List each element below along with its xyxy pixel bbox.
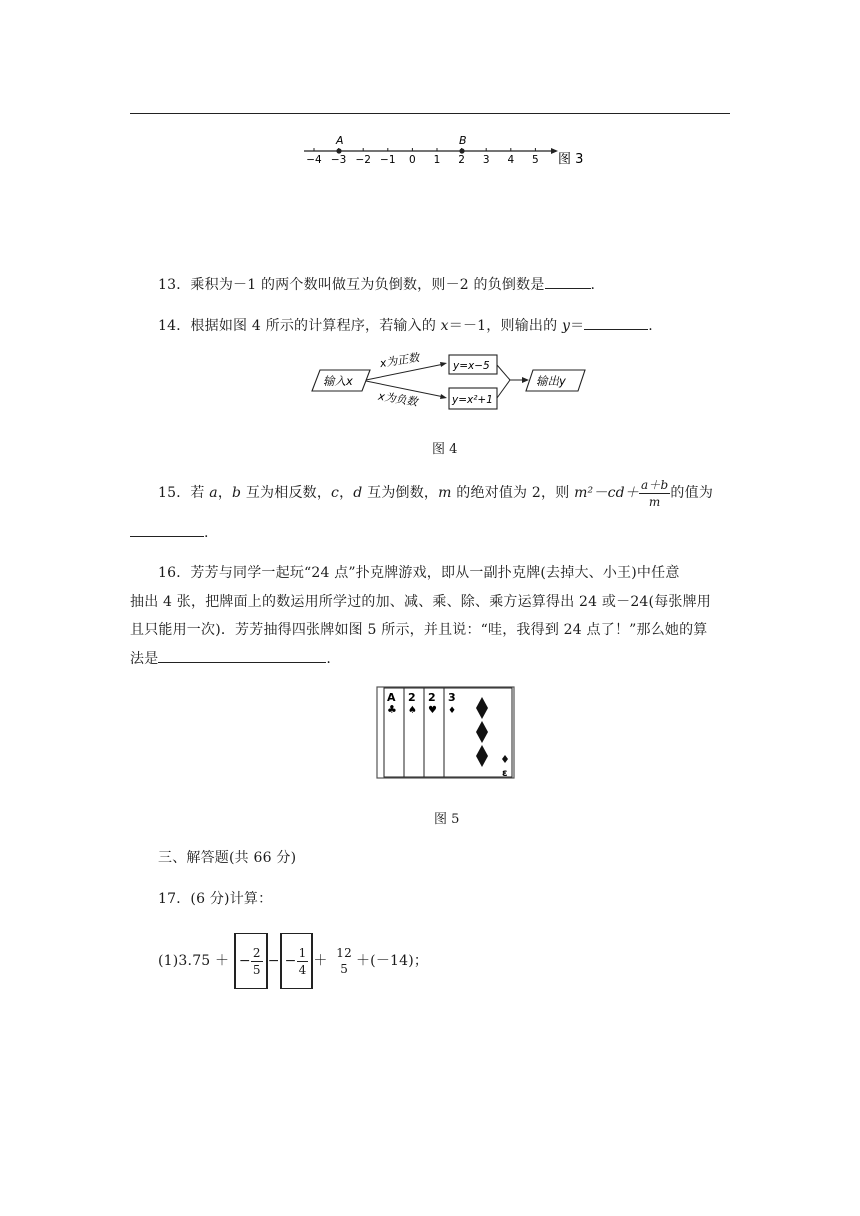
q15-fraction: [639, 477, 670, 510]
q14-text-b: ＝－1，则输出的: [448, 318, 562, 334]
q17-fraction-1: [251, 945, 263, 978]
q15-frac-num: a＋b: [640, 477, 669, 492]
top-rule: [130, 113, 730, 114]
q15-expr-m2: m²: [574, 485, 594, 501]
card-1-suit: ♣: [387, 703, 397, 716]
q16-end: .: [326, 651, 332, 667]
q15-text-a: 15．若: [158, 485, 210, 501]
question-17-label: 17．(6 分)计算：: [158, 891, 273, 907]
q15-answer-blank[interactable]: [130, 522, 204, 537]
q17-f2-sign: −: [284, 953, 297, 969]
q15-var-c: c: [331, 485, 340, 501]
point-b-dot: [459, 148, 464, 153]
q16-answer-blank[interactable]: [158, 648, 326, 663]
number-line-figure: [300, 130, 600, 172]
tick-label: −4: [306, 154, 322, 166]
q15-sep1: ，: [217, 485, 233, 501]
tick-label: 4: [507, 154, 515, 166]
point-a-label: A: [336, 134, 344, 147]
card-2-suit: ♠: [408, 705, 417, 716]
card-2-rank: 2: [408, 691, 416, 704]
q15-sep2: ，: [339, 485, 354, 501]
tick-label: 0: [409, 154, 416, 166]
tick-label: 5: [532, 154, 539, 166]
card-4-rank: 3: [448, 691, 456, 704]
tick-label: −1: [380, 154, 396, 166]
point-b-label: B: [459, 134, 467, 147]
tick-label: −2: [355, 154, 371, 166]
q17-bracket-2: [280, 933, 314, 989]
question-17-part1: [158, 933, 428, 987]
program-flowchart: [310, 350, 590, 416]
q15-text-c: 互为倒数，: [362, 485, 439, 501]
input-label: 输入x: [323, 374, 353, 388]
q14-var-y: y: [561, 318, 571, 334]
formula-positive: y=x−5: [453, 360, 490, 372]
question-16-line1: 16．芳芳与同学一起玩“24 点”扑克牌游戏，即从一副扑克牌(去掉大、小王)中任意: [158, 565, 680, 581]
q14-end: .: [648, 318, 653, 334]
q17-bracket-1: [234, 933, 268, 989]
q17-op3: ＋: [313, 953, 328, 969]
card-4-suit: ♦: [448, 706, 457, 716]
cond-positive-label: x为正数: [378, 351, 421, 371]
q13-end: .: [590, 277, 596, 293]
q15-end: .: [204, 525, 209, 541]
tick-label: −3: [330, 154, 347, 166]
q17-f3-num: 12: [336, 946, 352, 960]
figure4-caption: 图 4: [432, 442, 458, 457]
q15-text-d: 的绝对值为 2，则: [451, 485, 575, 501]
question-16-line4: [130, 648, 331, 669]
q15-text-b: 互为相反数，: [241, 485, 332, 501]
q15-expr-mid: －cd＋: [593, 485, 639, 501]
q15-text-e: 的值为: [670, 485, 714, 501]
q15-var-a: a: [209, 485, 218, 501]
q13-answer-blank[interactable]: [545, 274, 591, 289]
figure5-caption: 图 5: [434, 812, 460, 827]
q17-op2: −: [267, 953, 280, 969]
q17-fraction-2: [297, 945, 309, 978]
card-3-rank: 2: [428, 691, 436, 704]
q17-fraction-3: [334, 945, 354, 977]
q14-text-c: ＝: [570, 318, 585, 334]
q17-f1-num: 2: [252, 945, 261, 960]
q14-answer-blank[interactable]: [584, 315, 648, 330]
cond-negative-label: x为负数: [377, 389, 419, 409]
section-3-title: 三、解答题(共 66 分): [158, 850, 297, 866]
q15-var-b: b: [232, 485, 242, 501]
corner-rank-inverted: ε: [502, 768, 508, 779]
question-13: [158, 274, 595, 295]
output-label: 输出y: [536, 374, 566, 388]
q17-tail: ＋(－14)；: [355, 953, 429, 969]
q17-f3-den: 5: [340, 962, 349, 976]
point-a-dot: [336, 148, 341, 153]
q13-text: 13．乘积为－1 的两个数叫做互为负倒数，则－2 的负倒数是: [158, 277, 545, 293]
question-15: [158, 474, 713, 512]
tick-label: 3: [482, 154, 490, 166]
card-3-suit: ♥: [428, 705, 437, 716]
q15-var-d: d: [353, 485, 363, 501]
question-14: [158, 315, 653, 336]
q17-f1-den: 5: [252, 962, 261, 977]
figure3-caption: 图 3: [558, 152, 584, 167]
q15-var-m: m: [438, 485, 452, 501]
tick-label: 2: [458, 154, 465, 166]
tick-label: 1: [433, 154, 441, 166]
card-1-rank: A: [387, 691, 396, 704]
question-16-line2: 抽出 4 张，把牌面上的数运用所学过的加、减、乘、除、乘方运算得出 24 或－24(每张牌用: [130, 594, 711, 610]
question-16-line3: 且只能用一次)．芳芳抽得四张牌如图 5 所示，并且说：“哇，我得到 24 点了！”那么她的算: [130, 622, 708, 638]
q14-text-a: 14．根据如图 4 所示的计算程序，若输入的: [158, 318, 441, 334]
formula-negative: y=x²+1: [452, 394, 493, 406]
q17-f1-sign: −: [238, 953, 251, 969]
q17-f2-den: 4: [298, 962, 307, 977]
q15-frac-den: m: [648, 494, 661, 509]
playing-cards-figure: [376, 686, 516, 780]
q14-var-x: x: [440, 318, 449, 334]
q17-f2-num: 1: [298, 945, 307, 960]
q17-prefix: (1)3.75 ＋: [158, 953, 230, 969]
question-15-line2: [130, 522, 209, 543]
q16-line4-text: 法是: [130, 651, 159, 667]
